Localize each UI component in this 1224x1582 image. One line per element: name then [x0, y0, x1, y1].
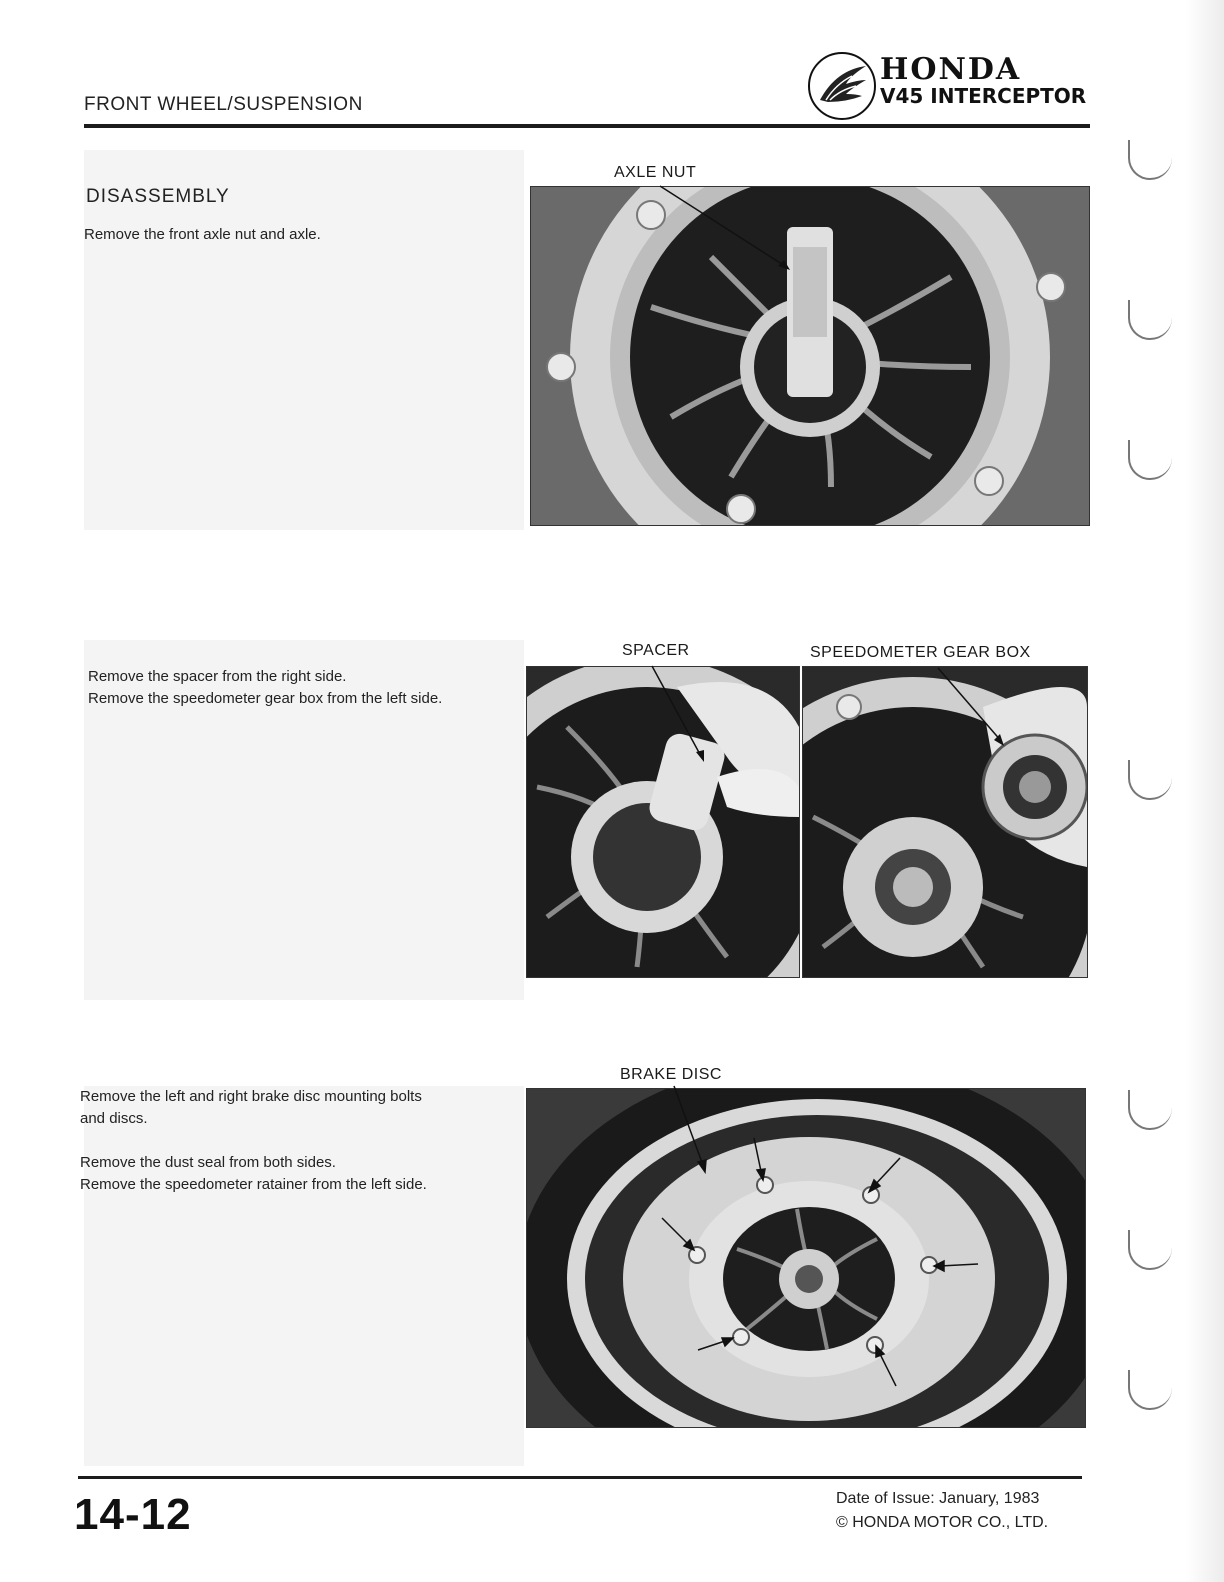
axle-nut-photo [530, 186, 1090, 526]
header-rule [84, 124, 1090, 128]
binder-tab-3 [1128, 440, 1172, 480]
honda-wing-logo-icon [806, 50, 878, 122]
speedometer-gear-box-label: SPEEDOMETER GEAR BOX [810, 644, 1031, 661]
step3-text-line3: Remove the dust seal from both sides. [80, 1154, 336, 1171]
footer-rule [78, 1476, 1082, 1479]
step1-text: Remove the front axle nut and axle. [84, 226, 321, 243]
brake-disc-leader-arrows [526, 1080, 1084, 1426]
step3-text-line4: Remove the speedometer ratainer from the left side. [80, 1176, 427, 1193]
binder-tab-2 [1128, 300, 1172, 340]
binder-tab-1 [1128, 140, 1172, 180]
step2-text-line1: Remove the spacer from the right side. [88, 668, 347, 685]
step2-text-line2: Remove the speedometer gear box from the left side. [88, 690, 443, 707]
section-title: FRONT WHEEL/SUSPENSION [84, 94, 363, 115]
step1-heading: DISASSEMBLY [86, 186, 230, 207]
axle-nut-leader-arrow [640, 182, 800, 282]
model-name: V45 INTERCEPTOR [880, 84, 1087, 108]
binder-tab-7 [1128, 1370, 1172, 1410]
page-number: 14-12 [74, 1490, 192, 1539]
ghost-background-3 [84, 1086, 524, 1466]
speedometer-gear-box-leader-arrow [932, 664, 1012, 754]
page-edge [1186, 0, 1224, 1582]
issue-date: Date of Issue: January, 1983 [836, 1490, 1040, 1507]
spacer-label: SPACER [622, 642, 690, 659]
step3-text-line1: Remove the left and right brake disc mounting bolts [80, 1088, 422, 1105]
binder-tab-5 [1128, 1090, 1172, 1130]
spacer-leader-arrow [646, 662, 716, 772]
brand-name: HONDA [880, 52, 1022, 87]
binder-tab-4 [1128, 760, 1172, 800]
binder-tab-6 [1128, 1230, 1172, 1270]
copyright: © HONDA MOTOR CO., LTD. [836, 1514, 1049, 1531]
brake-disc-label: BRAKE DISC [620, 1066, 722, 1083]
step3-text-line2: and discs. [80, 1110, 148, 1127]
axle-nut-label: AXLE NUT [614, 164, 697, 181]
